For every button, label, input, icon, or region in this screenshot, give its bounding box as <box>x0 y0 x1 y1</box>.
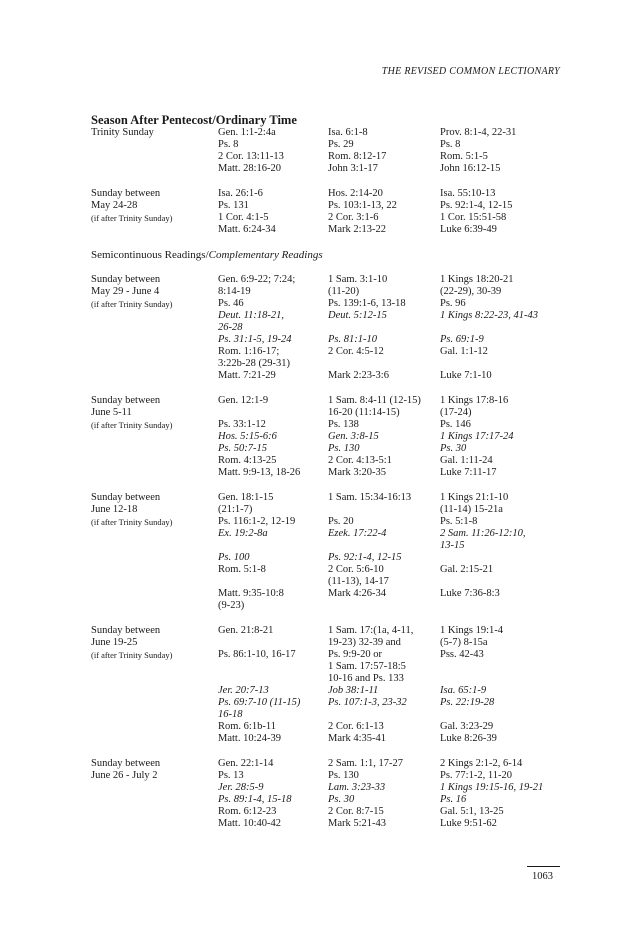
reading-cell-2: Mark 3:20-35 <box>328 467 387 478</box>
reading-cell-1: 16-18 <box>218 709 243 720</box>
reading-cell-3: Pss. 42-43 <box>440 649 484 660</box>
reading-row <box>91 274 571 286</box>
reading-row <box>91 697 571 709</box>
reading-cell-2: Ps. 9:9-20 or <box>328 649 382 660</box>
reading-cell-2: 2 Cor. 8:7-15 <box>328 806 384 817</box>
reading-cell-3: Ps. 22:19-28 <box>440 697 495 708</box>
reading-cell-2: Mark 4:26-34 <box>328 588 387 599</box>
reading-cell-2: Ps. 107:1-3, 23-32 <box>328 697 407 708</box>
reading-cell-2: Ps. 30 <box>328 794 355 805</box>
reading-cell-2: Ezek. 17:22-4 <box>328 528 387 539</box>
reading-row <box>91 322 571 334</box>
reading-cell-1: 26-28 <box>218 322 243 333</box>
day-cell: Sunday between <box>91 758 161 769</box>
reading-cell-1: (21:1-7) <box>218 504 253 515</box>
reading-cell-1: Isa. 26:1-6 <box>218 188 263 199</box>
reading-row <box>91 298 571 310</box>
reading-row <box>91 467 571 479</box>
reading-cell-1: Ps. 8 <box>218 139 239 150</box>
reading-cell-1: Rom. 4:13-25 <box>218 455 277 466</box>
reading-row <box>91 576 571 588</box>
reading-row <box>91 528 571 540</box>
reading-row <box>91 443 571 455</box>
reading-row <box>91 224 571 236</box>
reading-cell-3: Luke 6:39-49 <box>440 224 497 235</box>
reading-row <box>91 794 571 806</box>
reading-row <box>91 600 571 612</box>
page-number: 1063 <box>532 871 553 882</box>
reading-cell-2: 2 Cor. 5:6-10 <box>328 564 384 575</box>
reading-cell-1: Deut. 11:18-21, <box>218 310 284 321</box>
reading-cell-1: Matt. 9:35-10:8 <box>218 588 284 599</box>
reading-cell-2: Deut. 5:12-15 <box>328 310 387 321</box>
reading-cell-1: Ps. 86:1-10, 16-17 <box>218 649 296 660</box>
reading-row <box>91 200 571 212</box>
reading-cell-2: Isa. 6:1-8 <box>328 127 368 138</box>
reading-cell-1: Gen. 18:1-15 <box>218 492 274 503</box>
reading-cell-1: Ps. 31:1-5, 19-24 <box>218 334 292 345</box>
reading-cell-3: Gal. 1:11-24 <box>440 455 493 466</box>
day-cell: (if after Trinity Sunday) <box>91 299 173 309</box>
reading-cell-2: John 3:1-17 <box>328 163 378 174</box>
reading-cell-2: Ps. 92:1-4, 12-15 <box>328 552 402 563</box>
sub-heading-italic: Complementary Readings <box>208 249 323 261</box>
reading-cell-2: Ps. 103:1-13, 22 <box>328 200 397 211</box>
reading-cell-3: Luke 7:1-10 <box>440 370 492 381</box>
reading-row <box>91 673 571 685</box>
reading-cell-2: Ps. 20 <box>328 516 354 527</box>
reading-block <box>91 188 571 236</box>
day-cell: May 29 - June 4 <box>91 286 160 297</box>
reading-row <box>91 151 571 163</box>
reading-cell-3: Ps. 8 <box>440 139 461 150</box>
lectionary-content <box>91 113 571 843</box>
reading-cell-3: Luke 8:26-39 <box>440 733 497 744</box>
reading-row <box>91 358 571 370</box>
reading-row <box>91 334 571 346</box>
reading-cell-1: Rom. 1:16-17; <box>218 346 280 357</box>
reading-row <box>91 346 571 358</box>
reading-cell-3: Ps. 16 <box>440 794 467 805</box>
reading-cell-2: Lam. 3:23-33 <box>328 782 386 793</box>
reading-cell-3: 1 Kings 19:1-4 <box>440 625 503 636</box>
reading-cell-2: Ps. 130 <box>328 443 360 454</box>
reading-block <box>91 127 571 175</box>
reading-row <box>91 310 571 322</box>
reading-row <box>91 818 571 830</box>
reading-cell-1: Matt. 28:16-20 <box>218 163 281 174</box>
reading-cell-2: 10-16 and Ps. 133 <box>328 673 404 684</box>
reading-cell-1: Ps. 69:7-10 (11-15) <box>218 697 301 708</box>
readings-group-semicontinuous <box>91 274 571 830</box>
reading-cell-3: Isa. 65:1-9 <box>440 685 487 696</box>
day-cell: June 5-11 <box>91 407 132 418</box>
reading-row <box>91 552 571 564</box>
reading-cell-1: Matt. 7:21-29 <box>218 370 276 381</box>
reading-cell-2: 2 Cor. 6:1-13 <box>328 721 384 732</box>
reading-cell-2: Rom. 8:12-17 <box>328 151 387 162</box>
reading-row <box>91 685 571 697</box>
reading-cell-2: Hos. 2:14-20 <box>328 188 383 199</box>
reading-cell-2: Ps. 130 <box>328 770 359 781</box>
reading-cell-1: 8:14-19 <box>218 286 251 297</box>
reading-cell-3: 2 Kings 2:1-2, 6-14 <box>440 758 523 769</box>
reading-cell-1: Hos. 5:15-6:6 <box>218 431 277 442</box>
reading-row <box>91 455 571 467</box>
reading-cell-3: Rom. 5:1-5 <box>440 151 488 162</box>
reading-cell-1: Ps. 100 <box>218 552 250 563</box>
reading-cell-3: 13-15 <box>440 540 465 551</box>
reading-cell-3: Ps. 77:1-2, 11-20 <box>440 770 512 781</box>
reading-cell-1: 3:22b-28 (29-31) <box>218 358 291 369</box>
reading-block <box>91 758 571 830</box>
reading-cell-1: Rom. 6:12-23 <box>218 806 277 817</box>
reading-cell-2: Mark 4:35-41 <box>328 733 387 744</box>
day-cell: Trinity Sunday <box>91 127 154 138</box>
reading-cell-1: Matt. 10:24-39 <box>218 733 281 744</box>
reading-cell-3: (11-14) 15-21a <box>440 504 503 515</box>
sub-heading-normal: Semicontinuous Readings/ <box>91 249 209 261</box>
reading-cell-3: Luke 7:36-8:3 <box>440 588 500 599</box>
reading-row <box>91 733 571 745</box>
reading-cell-1: Ps. 50:7-15 <box>218 443 267 454</box>
reading-row <box>91 661 571 673</box>
reading-cell-2: (11-13), 14-17 <box>328 576 389 587</box>
reading-cell-1: (9-23) <box>218 600 245 611</box>
reading-cell-2: 1 Sam. 17:57-18:5 <box>328 661 406 672</box>
reading-row <box>91 625 571 637</box>
day-cell: June 26 - July 2 <box>91 770 158 781</box>
reading-cell-3: Luke 7:11-17 <box>440 467 497 478</box>
reading-cell-3: Ps. 5:1-8 <box>440 516 478 527</box>
day-cell: (if after Trinity Sunday) <box>91 213 173 223</box>
reading-cell-3: Gal. 5:1, 13-25 <box>440 806 504 817</box>
reading-cell-3: Ps. 96 <box>440 298 466 309</box>
reading-cell-1: Gen. 22:1-14 <box>218 758 274 769</box>
day-cell: June 19-25 <box>91 637 138 648</box>
reading-cell-1: Matt. 10:40-42 <box>218 818 281 829</box>
reading-cell-1: Jer. 28:5-9 <box>218 782 264 793</box>
reading-cell-1: Ps. 33:1-12 <box>218 419 266 430</box>
day-cell: (if after Trinity Sunday) <box>91 650 173 660</box>
reading-cell-1: Ex. 19:2-8a <box>218 528 268 539</box>
reading-cell-2: Ps. 81:1-10 <box>328 334 377 345</box>
reading-row <box>91 540 571 552</box>
day-cell: Sunday between <box>91 274 161 285</box>
reading-row <box>91 806 571 818</box>
reading-row <box>91 127 571 139</box>
reading-cell-3: 1 Kings 21:1-10 <box>440 492 509 503</box>
reading-cell-1: Rom. 6:1b-11 <box>218 721 276 732</box>
reading-cell-2: 1 Sam. 8:4-11 (12-15) <box>328 395 421 406</box>
reading-cell-3: (22-29), 30-39 <box>440 286 502 297</box>
reading-cell-2: 2 Sam. 1:1, 17-27 <box>328 758 403 769</box>
reading-row <box>91 637 571 649</box>
reading-row <box>91 649 571 661</box>
reading-block <box>91 625 571 745</box>
day-cell: Sunday between <box>91 625 161 636</box>
reading-cell-3: Luke 9:51-62 <box>440 818 497 829</box>
reading-cell-2: 19-23) 32-39 and <box>328 637 401 648</box>
reading-cell-2: Ps. 29 <box>328 139 354 150</box>
readings-group-ordinary <box>91 127 571 236</box>
reading-block <box>91 274 571 382</box>
reading-cell-2: Mark 2:23-3:6 <box>328 370 389 381</box>
reading-row <box>91 419 571 431</box>
reading-cell-3: 1 Kings 17:17-24 <box>440 431 514 442</box>
reading-cell-3: Prov. 8:1-4, 22-31 <box>440 127 517 138</box>
reading-cell-3: Ps. 146 <box>440 419 471 430</box>
running-header: THE REVISED COMMON LECTIONARY <box>381 66 560 77</box>
reading-cell-3: (17-24) <box>440 407 472 418</box>
reading-cell-3: 1 Cor. 15:51-58 <box>440 212 507 223</box>
reading-cell-1: 1 Cor. 4:1-5 <box>218 212 269 223</box>
reading-row <box>91 395 571 407</box>
reading-row <box>91 370 571 382</box>
reading-cell-1: Matt. 9:9-13, 18-26 <box>218 467 301 478</box>
reading-cell-1: Gen. 6:9-22; 7:24; <box>218 274 296 285</box>
reading-row <box>91 758 571 770</box>
reading-cell-3: 1 Kings 19:15-16, 19-21 <box>440 782 544 793</box>
reading-row <box>91 431 571 443</box>
footer-rule <box>527 866 560 867</box>
reading-row <box>91 770 571 782</box>
reading-cell-1: Gen. 1:1-2:4a <box>218 127 276 138</box>
reading-cell-2: 16-20 (11:14-15) <box>328 407 400 418</box>
reading-cell-1: Jer. 20:7-13 <box>218 685 269 696</box>
reading-row <box>91 516 571 528</box>
reading-cell-3: 1 Kings 17:8-16 <box>440 395 509 406</box>
reading-cell-2: Job 38:1-11 <box>328 685 379 696</box>
reading-row <box>91 212 571 224</box>
reading-cell-1: Gen. 12:1-9 <box>218 395 269 406</box>
reading-cell-3: Gal. 2:15-21 <box>440 564 494 575</box>
reading-cell-2: 1 Sam. 3:1-10 <box>328 274 388 285</box>
day-cell: May 24-28 <box>91 200 138 211</box>
reading-cell-1: Ps. 46 <box>218 298 244 309</box>
reading-cell-3: Ps. 30 <box>440 443 467 454</box>
reading-cell-1: Matt. 6:24-34 <box>218 224 276 235</box>
reading-row <box>91 588 571 600</box>
reading-cell-2: Mark 2:13-22 <box>328 224 387 235</box>
reading-cell-3: Ps. 92:1-4, 12-15 <box>440 200 513 211</box>
reading-cell-3: 2 Sam. 11:26-12:10, <box>440 528 526 539</box>
reading-cell-2: Ps. 139:1-6, 13-18 <box>328 298 406 309</box>
day-cell: Sunday between <box>91 395 161 406</box>
reading-cell-1: Rom. 5:1-8 <box>218 564 266 575</box>
reading-cell-1: Ps. 89:1-4, 15-18 <box>218 794 292 805</box>
reading-cell-3: 1 Kings 18:20-21 <box>440 274 514 285</box>
reading-cell-1: Ps. 131 <box>218 200 249 211</box>
reading-cell-1: Ps. 116:1-2, 12-19 <box>218 516 296 527</box>
reading-cell-3: John 16:12-15 <box>440 163 501 174</box>
reading-cell-2: (11-20) <box>328 286 360 297</box>
reading-cell-2: Ps. 138 <box>328 419 359 430</box>
reading-row <box>91 139 571 151</box>
reading-row <box>91 163 571 175</box>
reading-row <box>91 286 571 298</box>
reading-row <box>91 188 571 200</box>
reading-cell-2: 2 Cor. 4:13-5:1 <box>328 455 392 466</box>
day-cell: Sunday between <box>91 188 161 199</box>
day-cell: Sunday between <box>91 492 161 503</box>
reading-cell-2: Mark 5:21-43 <box>328 818 387 829</box>
reading-cell-3: Ps. 69:1-9 <box>440 334 484 345</box>
sub-heading <box>91 249 571 262</box>
reading-row <box>91 492 571 504</box>
reading-cell-2: 2 Cor. 4:5-12 <box>328 346 384 357</box>
reading-row <box>91 407 571 419</box>
reading-cell-2: Gen. 3:8-15 <box>328 431 379 442</box>
reading-row <box>91 504 571 516</box>
reading-cell-1: 2 Cor. 13:11-13 <box>218 151 284 162</box>
reading-row <box>91 709 571 721</box>
reading-cell-1: Gen. 21:8-21 <box>218 625 274 636</box>
reading-cell-3: Isa. 55:10-13 <box>440 188 496 199</box>
reading-cell-2: 1 Sam. 17:(1a, 4-11, <box>328 625 414 636</box>
reading-cell-2: 2 Cor. 3:1-6 <box>328 212 379 223</box>
day-cell: (if after Trinity Sunday) <box>91 420 173 430</box>
reading-block <box>91 395 571 479</box>
reading-cell-3: Gal. 1:1-12 <box>440 346 488 357</box>
reading-row <box>91 721 571 733</box>
day-cell: June 12-18 <box>91 504 138 515</box>
day-cell: (if after Trinity Sunday) <box>91 517 173 527</box>
reading-cell-3: Gal. 3:23-29 <box>440 721 494 732</box>
reading-cell-3: (5-7) 8-15a <box>440 637 488 648</box>
reading-row <box>91 782 571 794</box>
reading-cell-1: Ps. 13 <box>218 770 244 781</box>
reading-block <box>91 492 571 612</box>
section-title: Season After Pentecost/Ordinary Time <box>91 113 297 127</box>
reading-cell-3: 1 Kings 8:22-23, 41-43 <box>440 310 538 321</box>
reading-cell-2: 1 Sam. 15:34-16:13 <box>328 492 412 503</box>
reading-row <box>91 564 571 576</box>
